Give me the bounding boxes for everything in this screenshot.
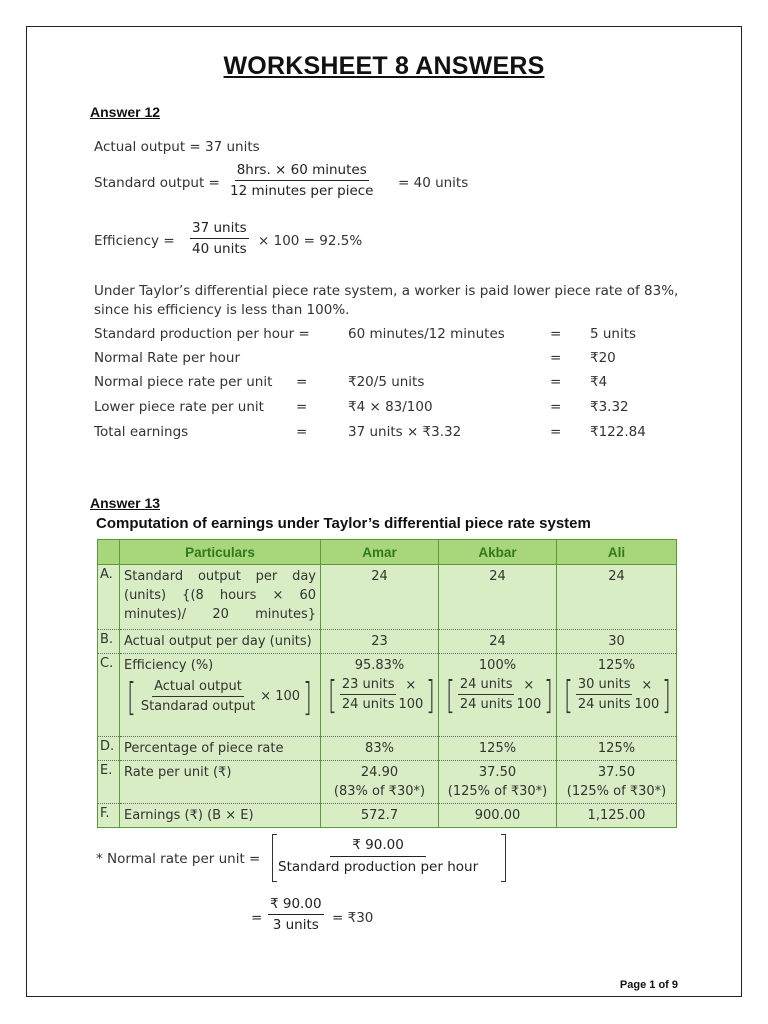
right-bracket: ] [662,672,672,717]
calc-row-calc: ₹20/5 units [348,374,425,390]
akbar-value: 24 [439,630,557,654]
akbar-rate-cell [439,761,557,804]
amar-value: 24.90 [360,765,399,780]
ali-efficiency-cell [557,654,677,737]
note-denominator: Standard production per hour [278,859,479,875]
amar-multiplier: × 100 [398,677,424,712]
note2-denominator: 3 units [272,917,319,933]
ali-value: 125% [557,737,677,761]
note-label: * Normal rate per unit = [96,851,261,867]
row-label: Actual output per day (units) [120,630,321,654]
standard-output-label: Standard output = [94,175,220,191]
answer-13-heading: Answer 13 [90,495,161,511]
row-letter: B. [98,630,120,654]
amar-value: 23 [321,630,439,654]
row-letter: D. [98,737,120,761]
taylor-paragraph: Under Taylor’s differential piece rate system, a worker is paid lower piece rate of 83%, since his efficiency is less than 100%. [94,283,679,318]
right-bracket: ] [302,674,312,719]
efficiency-formula [124,674,315,719]
calc-row-label: Total earnings [94,424,189,440]
akbar-value: 900.00 [439,804,557,828]
page-title: WORKSHEET 8 ANSWERS [223,52,545,80]
calc-row-eq: = [296,399,308,415]
akbar-fraction [458,675,515,714]
ali-numerator: 30 units [576,675,633,695]
left-bracket: [ [445,672,455,717]
amar-rate-cell [321,761,439,804]
header-akbar: Akbar [439,540,557,565]
formula-numerator: Actual output [152,677,244,697]
row-label: Efficiency (%) [124,658,214,673]
left-bracket: [ [563,672,573,717]
amar-efficiency-cell [321,654,439,737]
ali-rate-cell [557,761,677,804]
note-right-bracket [501,834,506,882]
ali-value: 1,125.00 [557,804,677,828]
akbar-efficiency-cell [439,654,557,737]
table-row [98,654,677,737]
calc-row-result: ₹3.32 [590,399,629,415]
header-ali: Ali [557,540,677,565]
calc-row-result: 5 units [590,326,637,342]
earnings-table [97,539,677,828]
calc-row-result: ₹20 [590,350,616,366]
row-letter: A. [98,565,120,630]
row-label: Percentage of piece rate [120,737,321,761]
akbar-value: 125% [439,737,557,761]
table-row [98,565,677,630]
calc-row-eq2: = [550,374,562,390]
left-bracket: [ [327,672,337,717]
ali-value: 24 [557,565,677,630]
calc-row-eq: = [296,424,308,440]
actual-output-line: Actual output = 37 units [94,139,260,155]
row-label: Earnings (₹) (B × E) [120,804,321,828]
amar-numerator: 23 units [340,675,397,695]
ali-fraction [576,675,633,714]
right-bracket: ] [426,672,436,717]
akbar-value: 100% [478,658,517,673]
akbar-efficiency-formula [443,672,556,717]
ali-denominator: 24 units [577,697,631,712]
calc-row-eq2: = [550,424,562,440]
calc-row-label: Standard production per hour = [94,326,310,342]
formula-denominator: Standarad output [140,699,256,714]
standard-output-numerator: 8hrs. × 60 minutes [235,162,369,181]
left-bracket: [ [126,674,136,719]
ali-note: (125% of ₹30*) [566,784,667,799]
formula-fraction [139,677,257,716]
answer-12-heading: Answer 12 [90,104,161,120]
akbar-note: (125% of ₹30*) [447,784,548,799]
note2-fraction [268,896,324,933]
efficiency-denominator: 40 units [192,241,247,257]
calc-row-label: Normal piece rate per unit [94,374,273,390]
row-label: Standard output per day (units) {(8 hours × 60 minutes)/ 20 minutes} [120,565,321,630]
row-cell-efficiency [120,654,321,737]
ali-value: 37.50 [597,765,636,780]
efficiency-result: × 100 = 92.5% [258,233,363,249]
akbar-value: 37.50 [478,765,517,780]
amar-efficiency-formula [325,672,438,717]
calc-row-calc: 60 minutes/12 minutes [348,326,505,342]
table-row [98,761,677,804]
formula-multiplier: × 100 [260,689,301,704]
row-label: Rate per unit (₹) [120,761,321,804]
amar-note: (83% of ₹30*) [333,784,426,799]
note2-result: = ₹30 [332,910,374,926]
note2-equals: = [251,910,263,926]
calc-row-result: ₹122.84 [590,424,646,440]
calc-row-eq: = [296,374,308,390]
calc-row-eq2: = [550,399,562,415]
ali-efficiency-formula [561,672,674,717]
akbar-denominator: 24 units [459,697,513,712]
amar-value: 95.83% [354,658,405,673]
ali-multiplier: × 100 [634,677,660,712]
note-left-bracket [272,834,277,882]
efficiency-fraction [190,220,249,257]
calc-row-label: Normal Rate per hour [94,350,241,366]
header-letter [98,540,120,565]
note-numerator: ₹ 90.00 [330,837,426,857]
akbar-numerator: 24 units [458,675,515,695]
amar-value: 572.7 [321,804,439,828]
table-title: Computation of earnings under Taylor’s differential piece rate system [96,515,591,532]
standard-output-result: = 40 units [398,175,469,191]
header-amar: Amar [321,540,439,565]
page-footer: Page 1 of 9 [619,979,678,991]
amar-denominator: 24 units [341,697,395,712]
calc-row-eq2: = [550,350,562,366]
ali-value: 125% [597,658,636,673]
calc-row-eq2: = [550,326,562,342]
table-row [98,804,677,828]
header-particulars: Particulars [120,540,321,565]
row-letter: F. [98,804,120,828]
calc-row-calc: 37 units × ₹3.32 [348,424,462,440]
amar-value: 24 [321,565,439,630]
efficiency-numerator: 37 units [190,220,249,239]
calc-row-label: Lower piece rate per unit [94,399,264,415]
row-letter: C. [98,654,120,737]
table-row [98,737,677,761]
note-fraction [278,837,478,875]
amar-value: 83% [321,737,439,761]
efficiency-label: Efficiency = [94,233,175,249]
amar-fraction [340,675,397,714]
standard-output-fraction [230,162,373,199]
row-letter: E. [98,761,120,804]
calc-row-calc: ₹4 × 83/100 [348,399,433,415]
table-row [98,630,677,654]
calc-row-result: ₹4 [590,374,608,390]
right-bracket: ] [544,672,554,717]
akbar-value: 24 [439,565,557,630]
ali-value: 30 [557,630,677,654]
table-header-row [98,540,677,565]
standard-output-denominator: 12 minutes per piece [230,183,374,199]
note2-numerator: ₹ 90.00 [268,896,324,915]
akbar-multiplier: × 100 [516,677,542,712]
